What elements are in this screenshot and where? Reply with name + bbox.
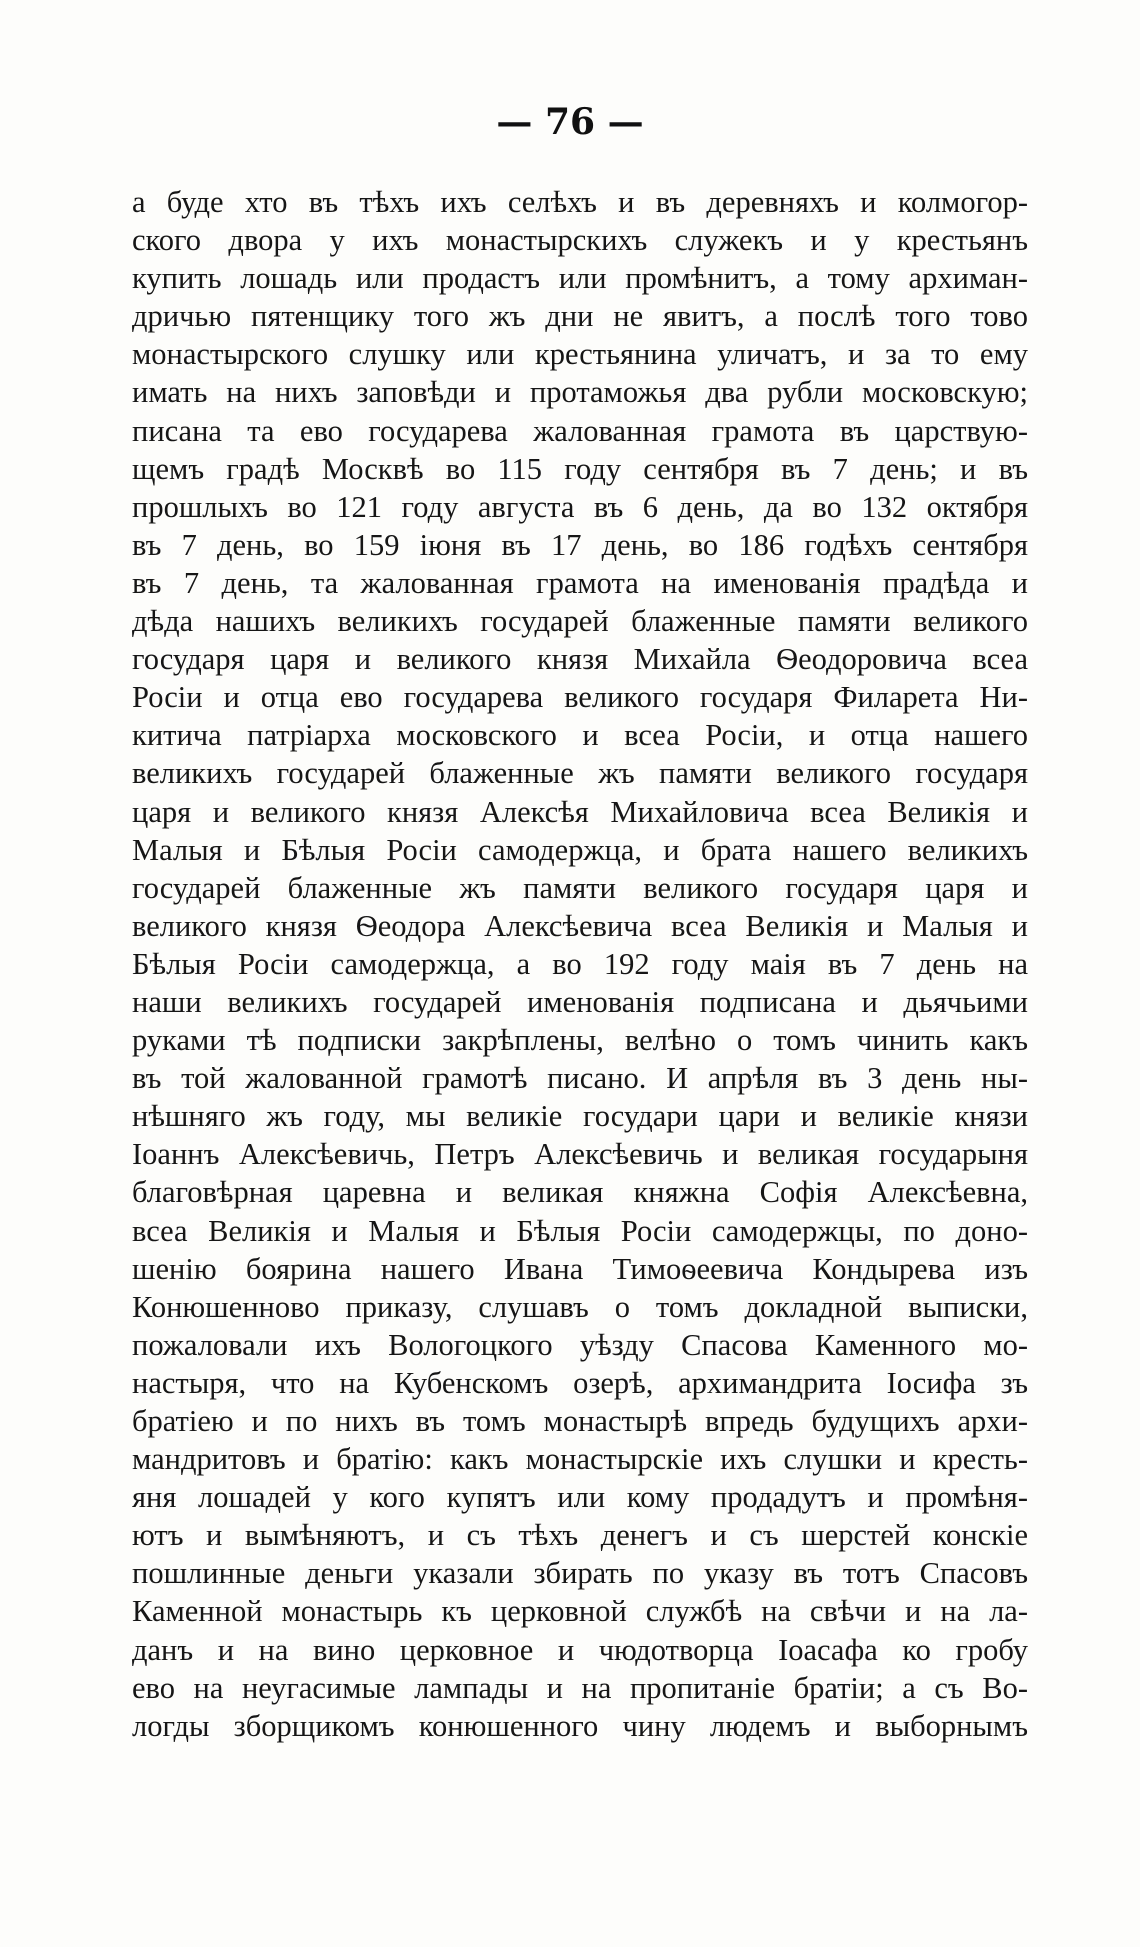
text-line: нѣшняго жъ году, мы великіе государи цари и великіе князи [132, 1099, 1028, 1134]
text-line: монастырского слушку или крестьянина уличатъ, и за то ему [132, 337, 1028, 372]
page-number: — 76 — [496, 101, 644, 143]
text-line: благовѣрная царевна и великая княжна Софія Алексѣевна, [132, 1175, 1028, 1210]
text-line: всеа Великія и Малыя и Бѣлыя Росіи самодержцы, по доно- [132, 1213, 1028, 1248]
text-line: имать на нихъ заповѣди и протаможья два рубли московскую; [132, 375, 1028, 410]
text-line: Бѣлыя Росіи самодержца, а во 192 году маія въ 7 день на [132, 946, 1028, 981]
text-line: великихъ государей блаженные жъ памяти великого государя [132, 756, 1028, 791]
text-line: купить лошадь или продастъ или промѣнитъ, а тому архиман- [132, 261, 1028, 296]
text-line: пошлинные деньги указали збирать по указу въ тотъ Спасовъ [132, 1556, 1028, 1591]
text-line: руками тѣ подписки закрѣплены, велѣно о томъ чинить какъ [132, 1023, 1028, 1058]
text-line: Росіи и отца ево государева великого государя Филарета Ни- [132, 680, 1028, 715]
text-line: наши великихъ государей именованія подписана и дьячьими [132, 984, 1028, 1019]
text-line: данъ и на вино церковное и чюдотворца Іоасафа ко гробу [132, 1632, 1028, 1667]
text-line: яня лошадей у кого купятъ или кому продадутъ и промѣня- [132, 1480, 1028, 1515]
text-line: дѣда нашихъ великихъ государей блаженные памяти великого [132, 604, 1028, 639]
text-line: Малыя и Бѣлыя Росіи самодержца, и брата нашего великихъ [132, 832, 1028, 867]
text-line: мандритовъ и братію: какъ монастырскіе ихъ слушки и кресть- [132, 1442, 1028, 1477]
text-line: Іоаннъ Алексѣевичь, Петръ Алексѣевичь и великая государыня [132, 1137, 1028, 1172]
text-line: пожаловали ихъ Вологоцкого уѣзду Спасова Каменного мо- [132, 1327, 1028, 1362]
text-line: дричью пятенщику того жъ дни не явитъ, а послѣ того тово [132, 299, 1028, 334]
text-line: великого князя Ѳеодора Алексѣевича всеа Великія и Малыя и [132, 908, 1028, 943]
text-line: государей блаженные жъ памяти великого государя царя и [132, 870, 1028, 905]
text-line: логды зборщикомъ конюшенного чину людемъ и выборнымъ [132, 1708, 1028, 1743]
text-line: китича патріарха московского и всеа Росіи, и отца нашего [132, 718, 1028, 753]
text-line: щемъ градѣ Москвѣ во 115 году сентября въ 7 день; и въ [132, 451, 1028, 486]
text-line: прошлыхъ во 121 году августа въ 6 день, да во 132 октября [132, 489, 1028, 524]
text-line: настыря, что на Кубенскомъ озерѣ, архимандрита Іосифа зъ [132, 1365, 1028, 1400]
text-line: Конюшенново приказу, слушавъ о томъ докладной выписки, [132, 1289, 1028, 1324]
text-line: ского двора у ихъ монастырскихъ служекъ и у крестьянъ [132, 223, 1028, 258]
text-line: государя царя и великого князя Михайла Ѳеодоровича всеа [132, 642, 1028, 677]
text-line: братіею и по нихъ въ томъ монастырѣ впредь будущихъ архи- [132, 1404, 1028, 1438]
text-line: шенію боярина нашего Ивана Тимоѳеевича Кондырева изъ [132, 1251, 1028, 1286]
text-line: а буде хто въ тѣхъ ихъ селѣхъ и въ деревняхъ и колмогор- [132, 185, 1028, 219]
text-line: ево на неугасимые лампады и на пропитаніе братіи; а съ Во- [132, 1670, 1028, 1705]
text-line: царя и великого князя Алексѣя Михайловича всеа Великія и [132, 794, 1028, 829]
text-line: ютъ и вымѣняютъ, и съ тѣхъ денегъ и съ шерстей конскіе [132, 1518, 1028, 1553]
text-line: писана та ево государева жалованная грамота въ царствую- [132, 413, 1028, 448]
text-line: въ 7 день, во 159 іюня въ 17 день, во 186 годѣхъ сентября [132, 527, 1028, 562]
text-line: въ той жалованной грамотѣ писано. И апрѣля въ 3 день ны- [132, 1061, 1028, 1096]
body-text [132, 183, 1028, 1745]
text-line: Каменной монастырь къ церковной службѣ на свѣчи и на ла- [132, 1594, 1028, 1629]
text-line: въ 7 день, та жалованная грамота на именованія прадѣда и [132, 565, 1028, 600]
